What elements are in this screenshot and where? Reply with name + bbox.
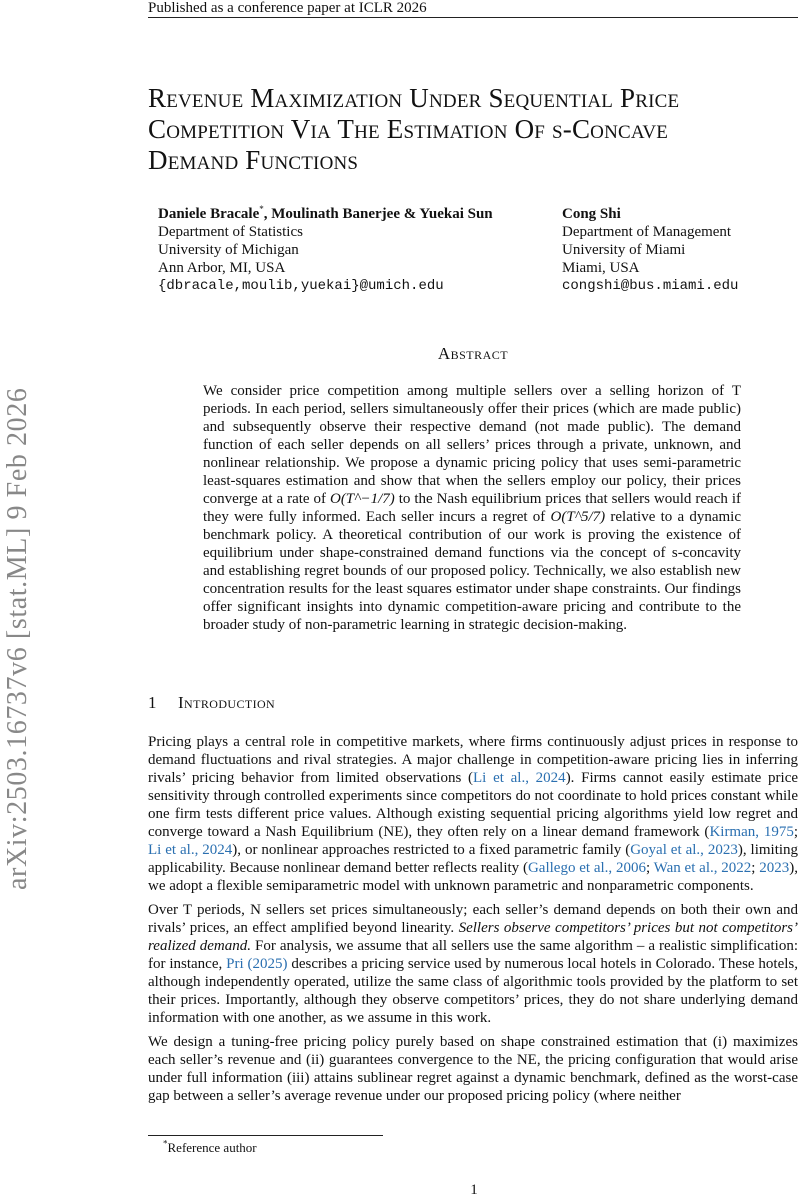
citation-link[interactable]: Li et al., 2024 <box>473 770 566 786</box>
author-name-1: Daniele Bracale <box>158 206 260 222</box>
emphasis-text: Sellers observe competitors’ prices but not competitors’ realized demand. <box>148 920 798 954</box>
author-email[interactable]: congshi@bus.miami.edu <box>562 278 739 294</box>
author-block-left: Daniele Bracale*, Moulinath Banerjee & Yuekai Sun Department of Statistics University of Michigan Ann Arbor, MI, USA {dbracale,moulib,yuekai}@umich.edu <box>158 204 493 294</box>
citation-link[interactable]: Kirman, 1975 <box>709 824 794 840</box>
abstract-text-1: We consider price competition among multiple sellers over a selling horizon of T periods. In each period, sellers simultaneously offer their prices (which are made public) and subsequently observe their respective demand (not made public). The demand function of each seller depends on all sellers’ prices through a private, unknown, and nonlinear relationship. We propose a dynamic pricing policy that uses semi-parametric least-squares estimation and show that when the sellers employ our policy, their prices converge at a rate of <box>203 383 741 507</box>
author-block-right <box>562 205 738 295</box>
footnote-text: Reference author <box>167 1140 257 1155</box>
section-heading <box>148 693 275 713</box>
convergence-rate: O(T^−1/7) <box>329 491 395 507</box>
abstract-text-2: to the Nash equilibrium prices that sellers would reach if they were fully informed. Each seller incurs a regret of <box>203 491 741 525</box>
author-footnote-mark: * <box>259 204 264 214</box>
citation-link[interactable]: 2023 <box>759 860 790 876</box>
intro-paragraph-1: Pricing plays a central role in competitive markets, where firms continuously adjust prices in response to demand fluctuations and rival strategies. A major challenge in competition-aware pricing lies in inferring rivals’ pricing behavior from limited observations (Li et al., 2024). Firms cannot easily estimate price sensitivity through controlled experiments since competitors do not coordinate to hold prices constant while one firm tests different price values. Although existing sequential pricing algorithms yield low regret and converge toward a Nash Equilibrium (NE), they often rely on a linear demand framework (Kirman, 1975; Li et al., 2024), or nonlinear approaches restricted to a fixed parametric family (Goyal et al., 2023), limiting applicability. Because nonlinear demand better reflects reality (Gallego et al., 2006; Wan et al., 2022; 2023), we adopt a flexible semiparametric model with unknown parametric and nonparametric components. <box>148 734 798 894</box>
abstract-body <box>203 382 741 634</box>
footnote-mark: * <box>163 1138 168 1149</box>
section-title: Introduction <box>178 693 276 712</box>
author-department: Department of Statistics <box>158 224 303 240</box>
footnote-rule <box>148 1135 383 1136</box>
section-number: 1 <box>148 693 157 712</box>
introduction-body <box>148 733 798 1111</box>
regret-rate: O(T^5/7) <box>550 509 606 525</box>
footnote <box>163 1140 257 1155</box>
citation-link[interactable]: Pri (2025) <box>226 956 288 972</box>
author-location: Miami, USA <box>562 260 640 276</box>
page-number: 1 <box>470 1182 478 1198</box>
citation-link[interactable]: Goyal et al., 2023 <box>630 842 738 858</box>
author-email[interactable]: {dbracale,moulib,yuekai}@umich.edu <box>158 278 444 294</box>
abstract-text-3: relative to a dynamic benchmark policy. A theoretical contribution of our work is proving the existence of equilibrium under shape-constrained demand functions via the concept of s-concavity and establishing regret bounds of our proposed policy. Technically, we also establish new concentration results for the least squares estimator under shape constraints. Our findings offer significant insights into dynamic competition-aware pricing and contribute to the broader study of non-parametric learning in strategic decision-making. <box>203 509 742 633</box>
author-location: Ann Arbor, MI, USA <box>158 260 286 276</box>
citation-link[interactable]: Wan et al., 2022 <box>653 860 752 876</box>
citation-link[interactable]: Li et al., 2024 <box>148 842 233 858</box>
running-header: Published as a conference paper at ICLR 2026 <box>148 0 427 16</box>
arxiv-identifier: arXiv:2503.16737v6 [stat.ML] 9 Feb 2026 <box>2 387 33 890</box>
author-names-2: Moulinath Banerjee & Yuekai Sun <box>271 206 493 222</box>
citation-link[interactable]: Gallego et al., 2006 <box>527 860 646 876</box>
author-department: Department of Management <box>562 224 732 240</box>
title-line-3: Demand Functions <box>148 145 359 175</box>
author-university: University of Michigan <box>158 242 299 258</box>
author-name: Cong Shi <box>562 206 621 222</box>
intro-paragraph-3: We design a tuning-free pricing policy purely based on shape constrained estimation that (i) maximizes each seller’s revenue and (ii) guarantees convergence to the NE, the pricing configuration that would arise under full information (iii) attains sublinear regret against a dynamic benchmark, defined as the worst-case gap between a seller’s average revenue under our proposed pricing policy (where neither <box>148 1034 798 1104</box>
intro-paragraph-2: Over T periods, N sellers set prices simultaneously; each seller’s demand depends on both their own and rivals’ prices, an effect amplified beyond linearity. Sellers observe competitors’ prices but not competitors’ realized demand. For analysis, we assume that all sellers use the same algorithm – a realistic simplification: for instance, Pri (2025) describes a pricing service used by numerous local hotels in Colorado. These hotels, although independently operated, utilize the same class of algorithmic tools provided by the platform to set their prices. Importantly, although they observe competitors’ prices, they do not share underlying demand information with one another, as we assume in this work. <box>148 902 798 1026</box>
abstract-heading: Abstract <box>437 344 509 363</box>
author-university: University of Miami <box>562 242 686 258</box>
paper-title <box>148 83 798 176</box>
title-line-1: Revenue Maximization Under Sequential Price <box>148 83 680 113</box>
title-line-2: Competition Via The Estimation Of s-Concave <box>148 114 669 144</box>
header-rule <box>148 17 798 18</box>
